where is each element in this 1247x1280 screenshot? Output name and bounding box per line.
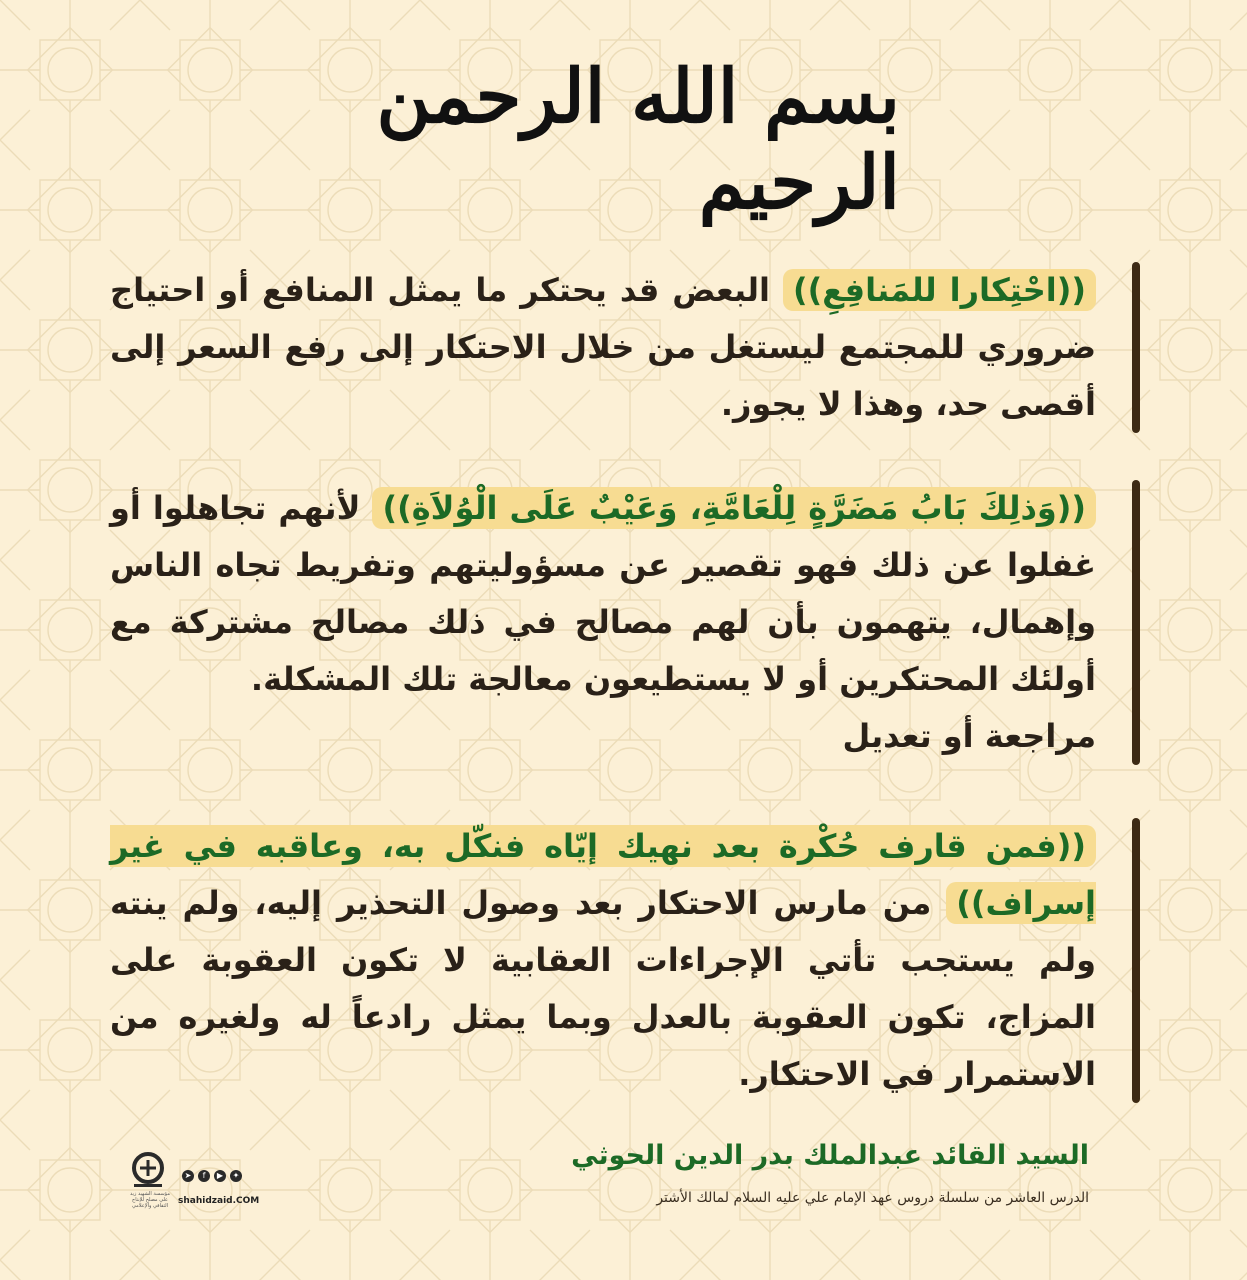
commentary-text: لأنهم تجاهلوا أو غفلوا عن ذلك فهو تقصير عن مسؤوليتهم وتفريط تجاه الناس وإهمال، يتهمون بأن لهم مصالح في ذلك مصالح مشتركة مع أولئك المحتكرين أو لا يستطيعون معالجة تلك المشكلة.: [110, 489, 1096, 698]
section-bar: [1132, 262, 1140, 433]
highlighted-quote: ((وَذلِكَ بَابُ مَضَرَّةٍ لِلْعَامَّةِ، وَعَيْبٌ عَلَى الْوُلاَةِ)): [372, 487, 1096, 529]
quote-section-2: [110, 480, 1140, 765]
logo-caption: مؤسسة الشهيد زيد علي مصلح للإنتاج الثقافي والإعلامي: [129, 1191, 170, 1209]
basmala-calligraphy: بسم الله الرحمن الرحيم: [376, 54, 900, 226]
highlighted-quote: ((فمن قارف حُكْرة بعد نهيك إيّاه فنكّل به، وعاقبه في غير إسراف)): [110, 827, 1097, 922]
section-bar: [1132, 818, 1140, 1103]
twitter-icon[interactable]: ✦: [230, 1170, 242, 1182]
quote-section-3: [110, 818, 1140, 1103]
branding-footer: [126, 1150, 260, 1210]
source-reference: الدرس العاشر من سلسلة دروس عهد الإمام علي عليه السلام لمالك الأشتر: [656, 1190, 1089, 1206]
facebook-icon[interactable]: f: [198, 1170, 210, 1182]
author-name: السيد القائد عبدالملك بدر الدين الحوثي: [571, 1140, 1089, 1171]
quote-section-1: [110, 262, 1140, 433]
youtube-icon[interactable]: ▶: [214, 1170, 226, 1182]
website-link[interactable]: shahidzaid.COM: [178, 1196, 260, 1206]
section-text: [110, 818, 1096, 1103]
section-bar: [1132, 480, 1140, 765]
social-icons: [182, 1170, 242, 1182]
section-text: [110, 480, 1096, 765]
commentary-text: من مارس الاحتكار بعد وصول التحذير إليه، ولم ينته ولم يستجب تأتي الإجراءات العقابية لا تكون العقوبة على المزاج، تكون العقوبة بالعدل وبما يمثل رادعاً له ولغيره من الاستمرار في الاحتكار.: [110, 884, 1096, 1093]
telegram-icon[interactable]: ➤: [182, 1170, 194, 1182]
commentary-text: البعض قد يحتكر ما يمثل المنافع أو احتياج ضروري للمجتمع ليستغل من خلال الاحتكار إلى رفع السعر إلى أقصى حد، وهذا لا يجوز.: [110, 271, 1096, 423]
highlighted-quote: ((احْتِكارا للمَنافِعِ)): [783, 269, 1096, 311]
foundation-logo-icon: [130, 1150, 166, 1190]
extra-line: مراجعة أو تعديل: [842, 717, 1096, 755]
section-text: [110, 262, 1096, 433]
